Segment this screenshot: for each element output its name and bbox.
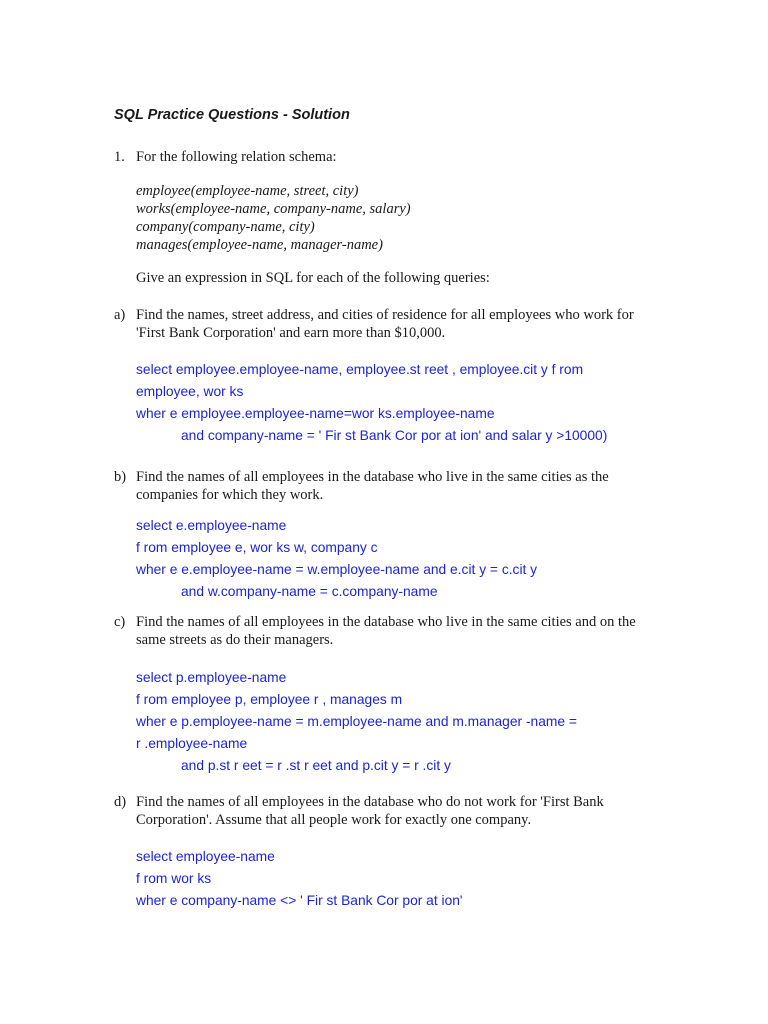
question-line: Find the names, street address, and cities of residence for all employees who work for [136,307,634,323]
part-question-c [136,613,636,649]
schema-line: manages(employee-name, manager-name) [136,237,383,253]
sql-answer-c [136,667,577,777]
page-title: SQL Practice Questions - Solution [114,107,350,123]
sql-answer-b [136,515,537,603]
sql-line: r .employee-name [136,736,248,751]
sql-line: select employee.employee-name, employee.st reet , employee.cit y f rom [136,362,584,377]
sql-line: select employee-name [136,849,275,864]
part-label-a: a) [114,307,126,323]
sql-line: f rom employee p, employee r , manages m [136,692,403,707]
sql-answer-d [136,846,463,912]
schema-line: works(employee-name, company-name, salary) [136,201,411,217]
part-question-b [136,468,609,504]
sql-line: select e.employee-name [136,518,287,533]
sql-line: f rom wor ks [136,871,212,886]
question-line: Corporation'. Assume that all people work for exactly one company. [136,812,532,828]
sql-line: select p.employee-name [136,670,287,685]
part-label-b: b) [114,469,127,485]
question-line: Find the names of all employees in the database who live in the same cities and on the [136,614,636,630]
sql-line-indented: and w.company-name = c.company-name [181,584,438,599]
question-line: Find the names of all employees in the database who do not work for 'First Bank [136,794,604,810]
question-line: same streets as do their managers. [136,632,334,648]
instruction-text: Give an expression in SQL for each of the following queries: [136,270,490,286]
sql-line-indented: and p.st r eet = r .st r eet and p.cit y = r .cit y [181,758,451,773]
sql-line: wher e company-name <> ' Fir st Bank Cor por at ion' [136,893,463,908]
schema-line: employee(employee-name, street, city) [136,183,359,199]
question-line: 'First Bank Corporation' and earn more than $10,000. [136,325,446,341]
sql-line: wher e e.employee-name = w.employee-name and e.cit y = c.cit y [136,562,538,577]
part-question-a [136,306,634,342]
sql-line-indented: and company-name = ' Fir st Bank Cor por at ion' and salar y >10000) [181,428,608,443]
question-line: companies for which they work. [136,487,324,503]
part-label-c: c) [114,614,126,630]
question-line: Find the names of all employees in the database who live in the same cities as the [136,469,609,485]
sql-line: f rom employee e, wor ks w, company c [136,540,378,555]
sql-line: employee, wor ks [136,384,244,399]
schema-line: company(company-name, city) [136,219,315,235]
relation-schema [136,182,411,254]
part-question-d [136,793,604,829]
sql-line: wher e p.employee-name = m.employee-name and m.manager -name = [136,714,577,729]
sql-line: wher e employee.employee-name=wor ks.employee-name [136,406,495,421]
sql-answer-a [136,359,607,447]
part-label-d: d) [114,794,127,810]
question-number: 1. [114,149,125,165]
question-intro: For the following relation schema: [136,149,337,165]
